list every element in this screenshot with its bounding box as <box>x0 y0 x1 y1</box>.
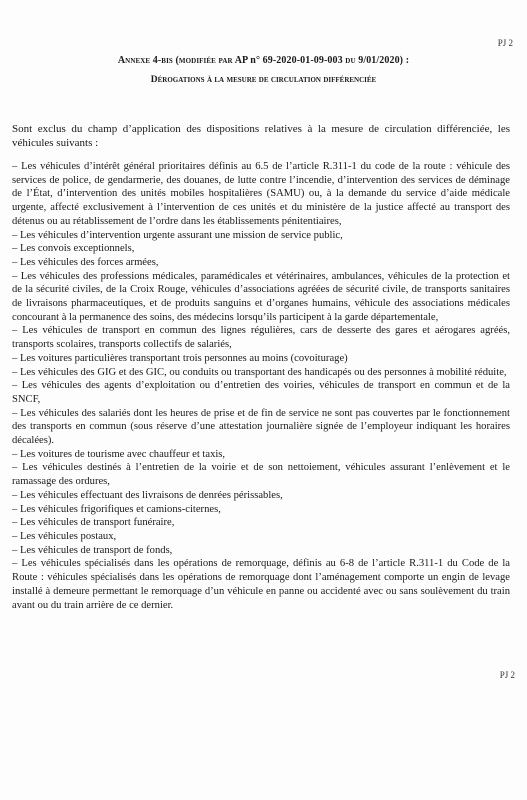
page-marker-bottom: PJ 2 <box>499 670 515 680</box>
annex-title-du: du <box>345 55 356 66</box>
list-item: – Les véhicules des professions médicales, paramédicales et vétérinaires, ambulances, véhicules de la protection et de la sécurité civiles, de la Croix Rouge, véhicules d’associations agréées de sécurité civile, de transports sanitaires de livraisons pharmaceutiques, et de produits sanguins et d’organes humains, véhicule des associations médicales concourant à la permanence des soins, des médecins lorsqu’ils participent à la garde départementale, <box>12 270 510 323</box>
exemption-list <box>12 160 510 612</box>
annex-title-date: 9/01/2020) : <box>358 55 410 66</box>
annex-title-ap: AP n° 69-2020-01-09-003 <box>234 55 343 66</box>
intro-paragraph: Sont exclus du champ d’application des dispositions relatives à la mesure de circulation différenciée, les véhicules suivants : <box>12 123 510 149</box>
list-item: – Les véhicules de transport de fonds, <box>12 544 173 556</box>
list-item: – Les véhicules d’intérêt général prioritaires définis au 6.5 de l’article R.311-1 du code de la route : véhicule des services de police, de gendarmerie, des douanes, de lutte contre l’incendie, d’intervention des services de déminage de l’État, d’intervention des unités mobiles hospitalières (SAMU) ou, à la demande du service d’aide médicale urgente, affecté exclusivement à l’intervention de ces unités et du ministère de la justice affecté au transport des détenus ou au rétablissement de l’ordre dans les établissements pénitentiaires, <box>12 161 510 227</box>
annex-subtitle: Dérogations à la mesure de circulation différenciée <box>150 75 377 85</box>
list-item: – Les véhicules des salariés dont les heures de prise et de fin de service ne sont pas couvertes par le fonctionnement des transports en commun (sous réserve d’une attestation journalière signée de l’employeur indiquant les horaires décalées). <box>12 407 510 447</box>
list-item: – Les véhicules de transport en commun des lignes régulières, cars de desserte des gares et aérogares agréés, transports scolaires, transports collectifs de salariés, <box>12 325 510 351</box>
list-item: – Les véhicules effectuant des livraisons de denrées périssables, <box>12 489 283 501</box>
list-item: – Les véhicules des forces armées, <box>12 256 159 268</box>
list-item: – Les véhicules postaux, <box>12 530 117 542</box>
list-item: – Les véhicules destinés à l’entretien de la voirie et de son nettoiement, véhicules assurant l’enlèvement et le ramassage des ordures, <box>12 462 510 488</box>
list-item: – Les véhicules des agents d’exploitation ou d’entretien des voiries, véhicules de transport en commun et de la SNCF, <box>12 380 510 405</box>
list-item: – Les véhicules d’intervention urgente assurant une mission de service public, <box>12 229 343 241</box>
list-item: – Les convois exceptionnels, <box>12 243 135 255</box>
page-marker-top: PJ 2 <box>497 38 513 48</box>
list-item: – Les voitures particulières transportant trois personnes au moins (covoiturage) <box>12 352 348 364</box>
list-item: – Les véhicules des GIG et des GIC, ou conduits ou transportant des handicapés ou des personnes à mobilité réduite, <box>12 366 507 378</box>
annex-title-prefix: Annexe 4-bis (modifiée par <box>117 55 233 66</box>
annex-title <box>0 55 527 66</box>
list-item: – Les véhicules frigorifiques et camions-citernes, <box>12 503 221 515</box>
list-item: – Les véhicules spécialisés dans les opérations de remorquage, définis au 6-8 de l’article R.311-1 du Code de la Route : véhicules spécialisés dans les opérations de remorquage dont l’aménagement comporte un engin de levage installé à demeure permettant le remorquage d’un véhicule en panne ou accidenté avec ou sans soulèvement du train avant ou du train arrière de ce dernier. <box>12 558 510 611</box>
list-item: – Les véhicules de transport funéraire, <box>12 517 175 529</box>
list-item: – Les voitures de tourisme avec chauffeur et taxis, <box>12 448 226 460</box>
